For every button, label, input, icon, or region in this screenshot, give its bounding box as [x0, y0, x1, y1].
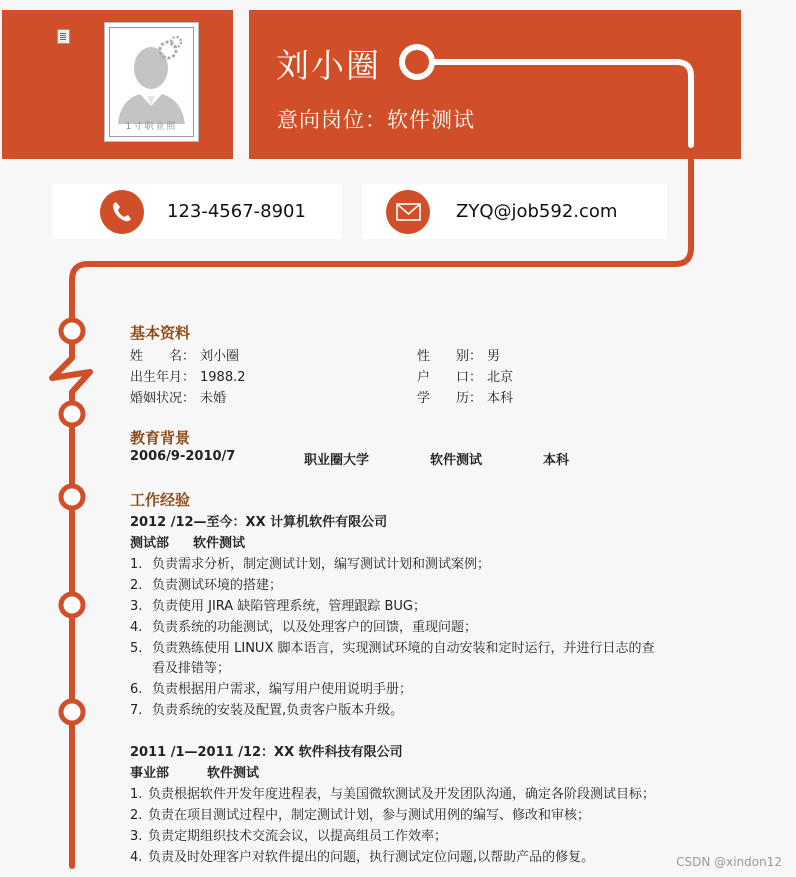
- list-item: 2. 负责在项目测试过程中，制定测试计划，参与测试用例的编写、修改和审核；: [130, 808, 591, 823]
- job-2-role: 软件测试: [207, 766, 260, 781]
- section-title-education: 教育背景: [130, 429, 191, 447]
- list-item: 7. 负责系统的安装及配置,负责客户版本升级。: [130, 703, 404, 718]
- candidate-name: 刘小圈: [276, 46, 381, 85]
- education-period: 2006/9-2010/7: [130, 449, 236, 464]
- list-item: 6. 负责根据用户需求，编写用户使用说明手册；: [130, 682, 413, 697]
- phone-number: 123-4567-8901: [167, 201, 306, 222]
- section-title-basic: 基本资料: [130, 324, 191, 342]
- list-item: 5. 负责熟练使用 LINUX 脚本语言，实现测试环境的自动安装和定时运行，并进行日志的查: [130, 641, 655, 656]
- section-title-work: 工作经验: [130, 491, 191, 509]
- list-item: 1. 负责需求分析，制定测试计划，编写测试计划和测试案例；: [130, 557, 491, 572]
- basic-left-1: 姓 名： 刘小圈: [130, 349, 240, 364]
- list-item: 看及排错等；: [152, 661, 231, 676]
- basic-right-1: 性 别： 男: [417, 349, 501, 364]
- education-school: 职业圈大学: [304, 453, 370, 468]
- list-item: 4. 负责及时处理客户对软件提出的问题，执行测试定位问题,以帮助产品的修复。: [130, 850, 595, 865]
- list-item: 4. 负责系统的功能测试，以及处理客户的回馈，重现问题；: [130, 620, 478, 635]
- list-item: 3. 负责使用 JIRA 缺陷管理系统，管理跟踪 BUG；: [130, 599, 426, 614]
- email-address: ZYQ@job592.com: [456, 201, 618, 222]
- basic-left-2: 出生年月： 1988.2: [130, 370, 246, 385]
- education-degree: 本科: [543, 453, 570, 468]
- job-2-heading: 2011 /1—2011 /12：XX 软件科技有限公司: [130, 745, 403, 760]
- job-1-heading: 2012 /12—至今：XX 计算机软件有限公司: [130, 515, 388, 530]
- target-position: 意向岗位：软件测试: [277, 108, 475, 132]
- basic-right-3: 学 历： 本科: [417, 391, 514, 406]
- watermark: CSDN @xindon12: [676, 855, 782, 869]
- list-item: 2. 负责测试环境的搭建；: [130, 578, 283, 593]
- job-2-dept: 事业部: [130, 766, 170, 781]
- photo-caption: 1寸职业照: [125, 122, 178, 132]
- job-1-role: 软件测试: [193, 536, 246, 551]
- list-item: 3. 负责定期组织技术交流会议，以提高组员工作效率；: [130, 829, 448, 844]
- list-item: 1. 负责根据软件开发年度进程表，与美国微软测试及开发团队沟通，确定各阶段测试目标；: [130, 787, 656, 802]
- education-row: [0, 449, 796, 467]
- education-major: 软件测试: [430, 453, 483, 468]
- basic-right-2: 户 口： 北京: [417, 370, 514, 385]
- basic-left-3: 婚姻状况： 未婚: [130, 391, 227, 406]
- job-1-dept: 测试部: [130, 536, 170, 551]
